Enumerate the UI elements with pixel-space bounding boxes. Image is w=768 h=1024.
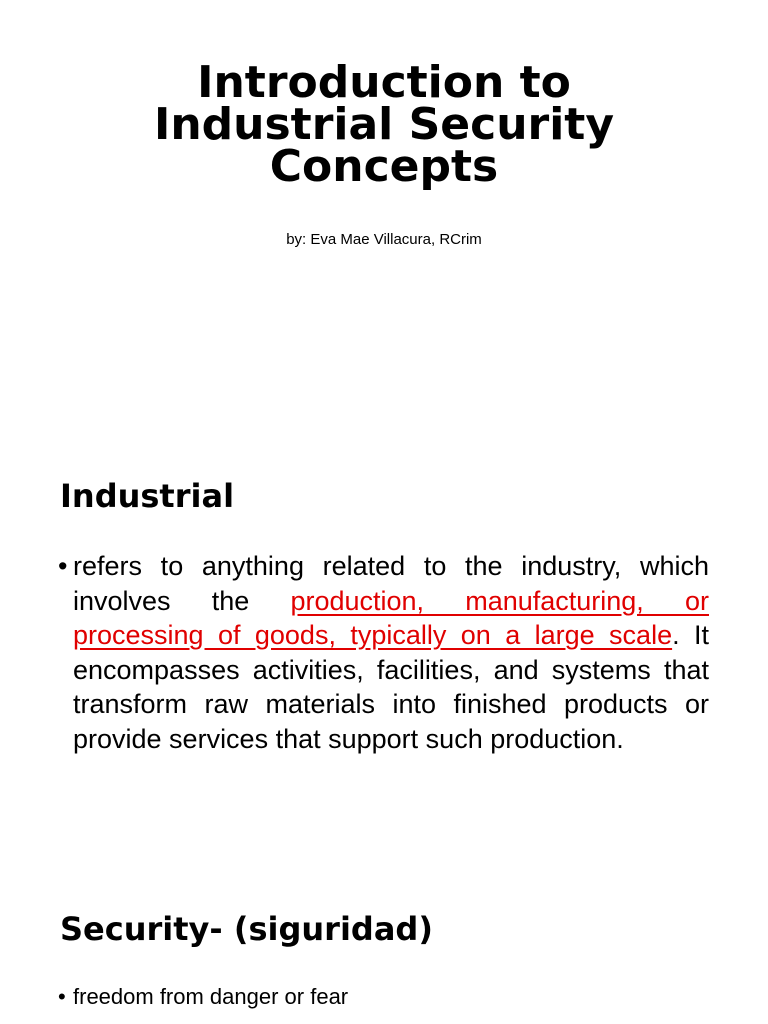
security-definition-text: freedom from danger or fear [73,984,349,1009]
slide-title [0,57,768,192]
section-heading-security: Security- (siguridad) [60,910,433,948]
bullet-marker: • [58,551,68,581]
industrial-definition-bullet [58,549,709,757]
industrial-definition-text [73,549,709,757]
bullet-marker: • [58,984,66,1009]
slide-title-line-2: Industrial Security [153,99,615,150]
definition-text-end: . It encompasses activities, facilities, and systems that transform raw materials into finished products or provide services that support such production. [73,620,709,754]
definition-highlight-link[interactable]: production, manufacturing, or processing of goods, typically on a large scale [73,585,709,651]
security-definition-bullet [58,983,709,1011]
definition-text-start: refers to anything related to the industry, which involves the [73,551,709,616]
section-heading-industrial: Industrial [60,477,235,515]
slide-title-line-1: Introduction to [197,57,571,108]
slide-subtitle: by: Eva Mae Villacura, RCrim [286,231,482,248]
slide-title-line-3: Concepts [269,141,499,192]
